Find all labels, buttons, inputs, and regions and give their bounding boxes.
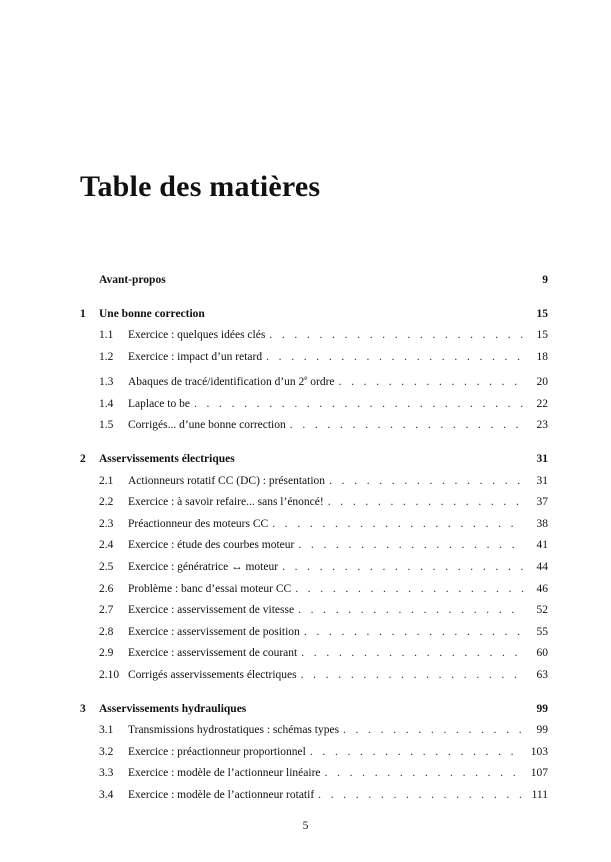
toc-section-entry[interactable] [80, 557, 548, 579]
entry-number: 3.4 [99, 788, 114, 801]
toc-section-entry[interactable] [80, 394, 548, 416]
entry-number: 2.8 [99, 625, 114, 638]
entry-page-number: 52 [536, 604, 548, 617]
entry-number: 1.2 [99, 350, 114, 363]
entry-title: Exercice : génératrice ↔ moteur [128, 560, 279, 573]
toc-section-entry[interactable] [80, 665, 548, 687]
toc-section-entry[interactable] [80, 579, 548, 601]
entry-number: 2.6 [99, 582, 114, 595]
entry-page-number: 111 [531, 788, 548, 801]
entry-title: Problème : banc d’essai moteur CC [128, 582, 292, 595]
dot-leader [297, 665, 524, 687]
entry-title: Exercice : impact d’un retard [128, 350, 263, 363]
entry-number: 1.1 [99, 329, 114, 342]
entry-title: Préactionneur des moteurs CC [128, 517, 269, 530]
toc-section-entry[interactable] [80, 535, 548, 557]
entry-page-number: 107 [530, 767, 548, 780]
entry-title: Actionneurs rotatif CC (DC) : présentation [128, 474, 326, 487]
entry-number: 2.1 [99, 474, 114, 487]
dot-leader [294, 600, 524, 622]
entry-page-number: 20 [536, 376, 548, 389]
entry-number: 2.4 [99, 539, 114, 552]
dot-leader [306, 742, 524, 764]
entry-title: Exercice : asservissement de courant [128, 647, 298, 660]
entry-page-number: 22 [536, 397, 548, 410]
toc-section-entry[interactable] [80, 600, 548, 622]
entry-title: Asservissements hydrauliques [99, 702, 247, 715]
entry-title: Exercice : à savoir refaire... sans l’énoncé! [128, 496, 324, 509]
entry-number: 1 [80, 307, 86, 320]
toc-section-entry[interactable] [80, 347, 548, 369]
dot-leader [325, 471, 524, 493]
entry-page-number: 55 [536, 625, 548, 638]
entry-number: 3.2 [99, 745, 114, 758]
entry-page-number: 99 [536, 724, 548, 737]
toc-section-entry[interactable] [80, 514, 548, 536]
entry-page-number: 15 [536, 329, 548, 342]
dot-leader [190, 394, 524, 416]
dot-leader [278, 557, 524, 579]
entry-page-number: 9 [542, 274, 548, 286]
entry-page-number: 41 [536, 539, 548, 552]
entry-title: Exercice : modèle de l’actionneur linéaire [128, 767, 321, 780]
toc-chapter-entry[interactable] [80, 304, 548, 326]
entry-number: 1.4 [99, 397, 114, 410]
dot-leader [268, 514, 524, 536]
entry-page-number: 15 [536, 307, 548, 320]
entry-title: Exercice : étude des courbes moteur [128, 539, 295, 552]
entry-number: 1.3 [99, 376, 114, 389]
toc-section-entry[interactable] [80, 763, 548, 785]
dot-leader [335, 372, 524, 394]
entry-number: 2.2 [99, 496, 114, 509]
toc-chapter-entry[interactable] [80, 449, 548, 471]
dot-leader [339, 720, 524, 742]
toc-section-entry[interactable] [80, 471, 548, 493]
dot-leader [321, 763, 524, 785]
entry-title: Abaques de tracé/identification d’un 2e ordre [128, 374, 335, 389]
entry-title: Corrigés... d’une bonne correction [128, 419, 286, 432]
entry-number: 2 [80, 452, 86, 465]
dot-leader [324, 492, 524, 514]
entry-page-number: 31 [536, 452, 548, 465]
entry-number: 1.5 [99, 419, 114, 432]
entry-title: Exercice : modèle de l’actionneur rotatif [128, 788, 315, 801]
entry-page-number: 18 [536, 350, 548, 363]
entry-page-number: 23 [536, 419, 548, 432]
entry-page-number: 37 [536, 496, 548, 509]
entry-title: Transmissions hydrostatiques : schémas types [128, 724, 340, 737]
dot-leader [314, 785, 524, 807]
dot-leader [300, 622, 524, 644]
entry-title: Exercice : préactionneur proportionnel [128, 745, 306, 758]
entry-page-number: 31 [536, 474, 548, 487]
dot-leader [294, 535, 524, 557]
page-title: Table des matières [80, 170, 321, 203]
entry-number: 2.3 [99, 517, 114, 530]
page-number: 5 [302, 820, 309, 832]
entry-title: Corrigés asservissements électriques [128, 668, 297, 681]
toc-section-entry[interactable] [80, 622, 548, 644]
entry-number: 2.10 [99, 668, 120, 681]
toc-section-entry[interactable] [80, 643, 548, 665]
entry-number: 2.9 [99, 647, 114, 660]
entry-title: Une bonne correction [99, 307, 205, 320]
toc-section-entry[interactable] [80, 785, 548, 807]
entry-title: Exercice : asservissement de position [128, 625, 300, 638]
entry-page-number: 60 [536, 647, 548, 660]
toc-chapter-entry[interactable] [80, 699, 548, 721]
toc-section-entry[interactable] [80, 720, 548, 742]
entry-number: 3 [80, 702, 86, 715]
entry-page-number: 44 [536, 560, 548, 573]
entry-number: 3.3 [99, 767, 114, 780]
toc-section-entry[interactable] [80, 742, 548, 764]
dot-leader [265, 325, 524, 347]
toc-section-entry[interactable] [80, 325, 548, 347]
entry-title: Exercice : asservissement de vitesse [128, 604, 295, 617]
entry-number: 3.1 [99, 724, 114, 737]
entry-page-number: 46 [536, 582, 548, 595]
entry-number: 2.7 [99, 604, 114, 617]
dot-leader [291, 579, 524, 601]
entry-title: Laplace to be [128, 397, 190, 410]
dot-leader [286, 415, 524, 437]
entry-page-number: 103 [530, 745, 548, 758]
entry-title: Avant-propos [99, 274, 166, 286]
table-of-contents [80, 270, 548, 806]
entry-page-number: 38 [536, 517, 548, 530]
toc-section-entry[interactable] [80, 415, 548, 437]
entry-title: Asservissements électriques [99, 452, 235, 465]
dot-leader [297, 643, 524, 665]
dot-leader [262, 347, 524, 369]
entry-page-number: 63 [536, 668, 548, 681]
toc-chapter-entry[interactable] [80, 270, 548, 292]
toc-section-entry[interactable] [80, 492, 548, 514]
toc-section-entry[interactable] [80, 368, 548, 393]
entry-number: 2.5 [99, 560, 114, 573]
entry-page-number: 99 [536, 702, 548, 715]
entry-title: Exercice : quelques idées clés [128, 329, 266, 342]
